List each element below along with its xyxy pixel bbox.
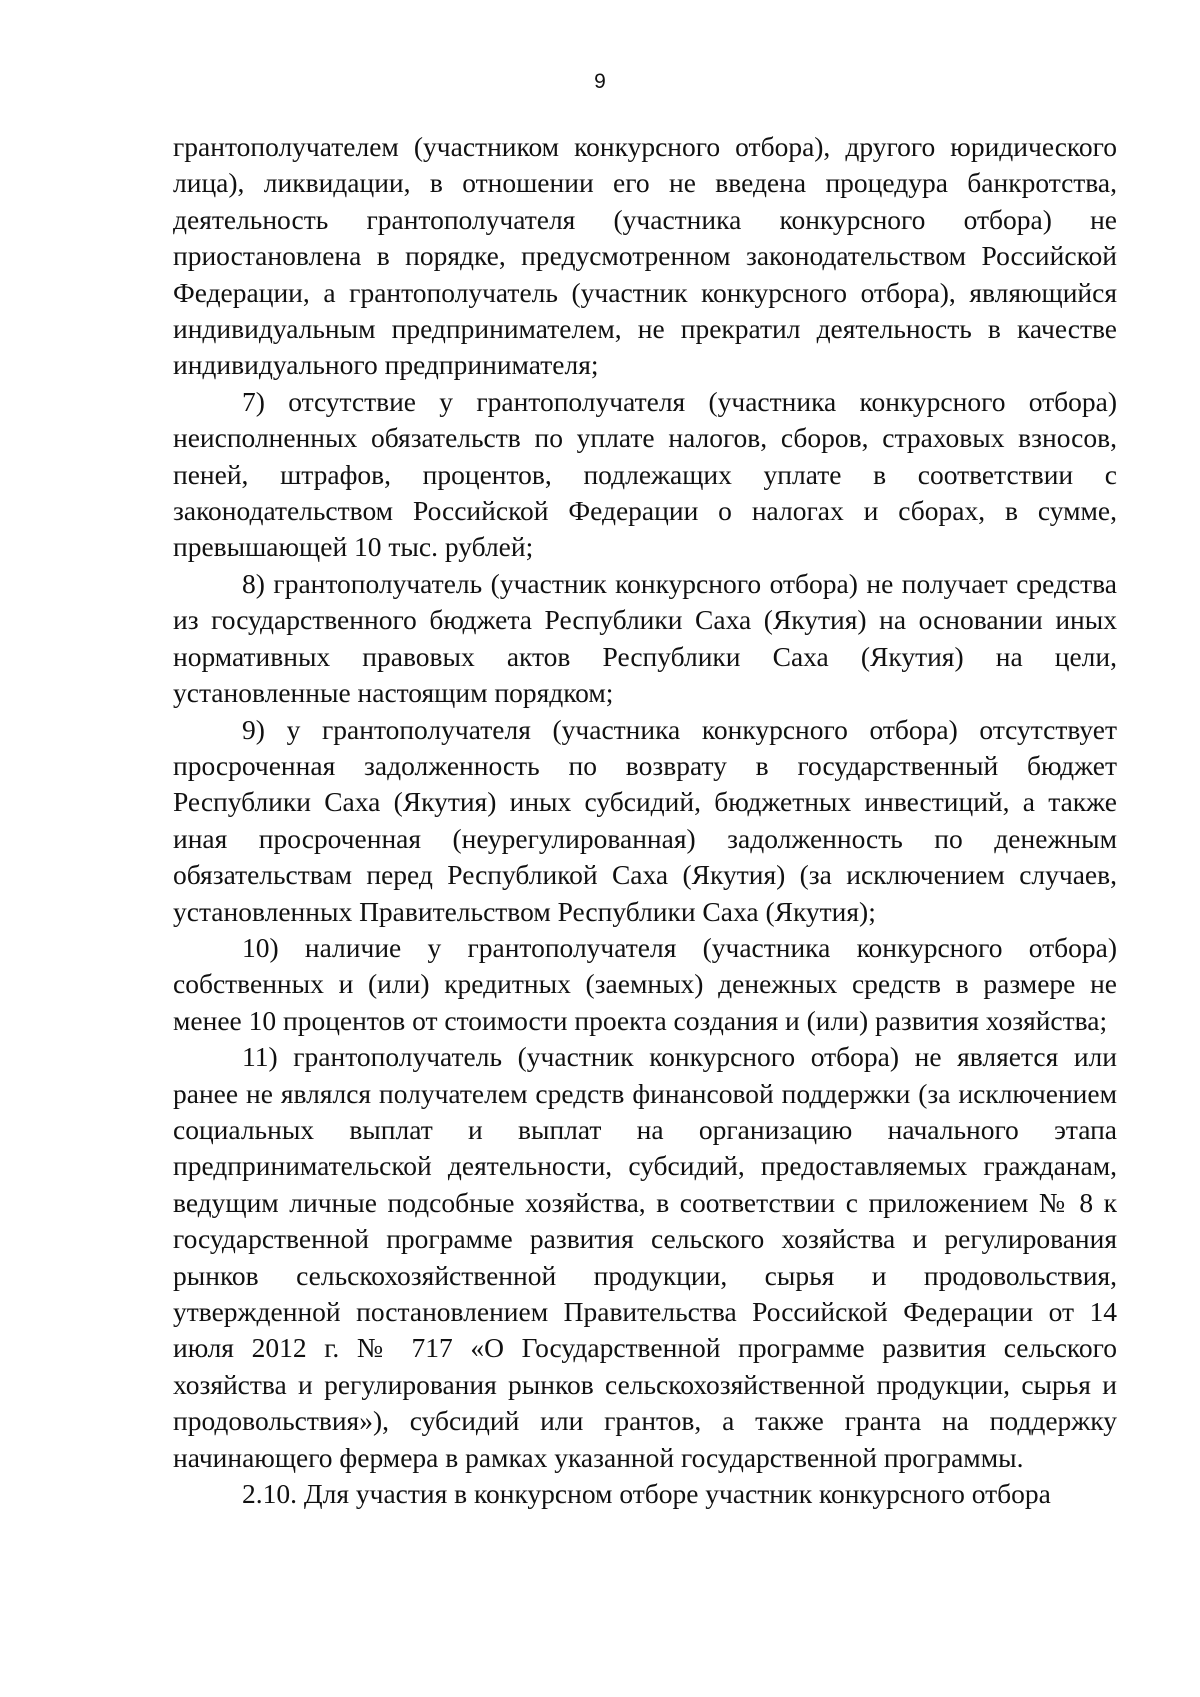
paragraph-item-11: 11) грантополучатель (участник конкурсного отбора) не является или ранее не являлся получателем средств финансовой поддержки (за исключением социальных выплат и выплат на организацию начального этапа предпринимательской деятельности, субсидий, предоставляемых гражданам, ведущим личные подсобные хозяйства, в соответствии с приложением № 8 к государственной программе развития сельского хозяйства и регулирования рынков сельскохозяйственной продукции, сырья и продовольствия, утвержденной постановлением Правительства Российской Федерации от 14 июля 2012 г. № 717 «О Государственной программе развития сельского хозяйства и регулирования рынков сельскохозяйственной продукции, сырья и продовольствия»), субсидий или грантов, а также гранта на поддержку начинающего фермера в рамках указанной государственной программы. [173, 1041, 1117, 1473]
paragraph-item-9: 9) у грантополучателя (участника конкурсного отбора) отсутствует просроченная задолженность по возврату в государственный бюджет Республики Саха (Якутия) иных субсидий, бюджетных инвестиций, а также иная просроченная (неурегулированная) задолженность по денежным обязательствам перед Республикой Саха (Якутия) (за исключением случаев, установленных Правительством Республики Саха (Якутия); [173, 713, 1117, 927]
paragraph-continuation: грантополучателем (участником конкурсного отбора), другого юридического лица), ликвидации, в отношении его не введена процедура банкротства, деятельность грантополучателя (участника конкурсного отбора) не приостановлена в порядке, предусмотренном законодательством Российской Федерации, а грантополучатель (участник конкурсного отбора), являющийся индивидуальным предпринимателем, не прекратил деятельность в качестве индивидуального предпринимателя; [173, 131, 1117, 381]
page-number: 9 [594, 70, 606, 93]
paragraph-section-2-10: 2.10. Для участия в конкурсном отборе участник конкурсного отбора [242, 1478, 1051, 1510]
paragraph-item-7: 7) отсутствие у грантополучателя (участника конкурсного отбора) неисполненных обязательств по уплате налогов, сборов, страховых взносов, пеней, штрафов, процентов, подлежащих уплате в соответствии с законодательством Российской Федерации о налогах и сборах, в сумме, превышающей 10 тыс. рублей; [173, 385, 1117, 563]
document-body [173, 129, 1117, 1512]
paragraph-item-8: 8) грантополучатель (участник конкурсного отбора) не получает средства из государственного бюджета Республики Саха (Якутия) на основании иных нормативных правовых актов Республики Саха (Якутия) на цели, установленные настоящим порядком; [173, 567, 1117, 709]
paragraph-item-10: 10) наличие у грантополучателя (участника конкурсного отбора) собственных и (или) кредитных (заемных) денежных средств в размере не менее 10 процентов от стоимости проекта создания и (или) развития хозяйства; [173, 931, 1117, 1036]
